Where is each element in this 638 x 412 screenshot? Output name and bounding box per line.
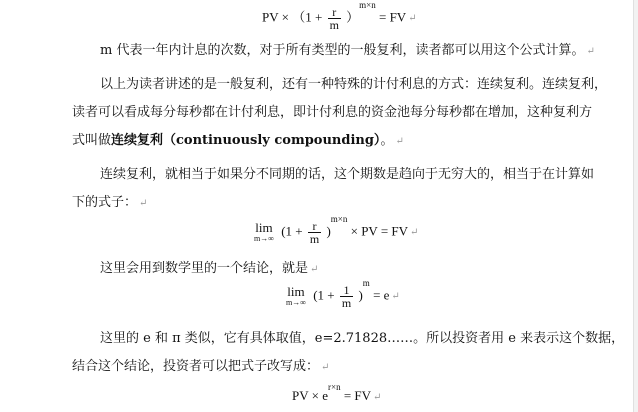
formula1-num: r bbox=[328, 6, 341, 19]
paragraph-5-l2: 结合这个结论，投资者可以把式子改写成： bbox=[72, 359, 320, 374]
formula3-close: ) bbox=[358, 287, 363, 303]
return-mark: ↵ bbox=[408, 13, 417, 25]
formula4-lhs: PV × e bbox=[292, 388, 328, 403]
formula3-exp: m bbox=[362, 278, 370, 288]
formula4-exp: r×n bbox=[328, 382, 341, 392]
formula1-open: （1 + bbox=[292, 9, 323, 25]
return-mark: ↵ bbox=[139, 198, 148, 209]
paragraph-4 bbox=[100, 260, 318, 279]
paragraph-mark: ↵ bbox=[586, 46, 595, 57]
formula3-fraction bbox=[340, 284, 353, 309]
paragraph-5-line-1 bbox=[100, 330, 624, 348]
paragraph-2-l3-post: 。 bbox=[380, 133, 394, 148]
formula1-lhs: PV × bbox=[262, 9, 289, 25]
return-mark: ↵ bbox=[410, 227, 419, 239]
formula2-exp: m×n bbox=[330, 214, 348, 224]
return-mark: ↵ bbox=[373, 392, 382, 403]
term-continuous-compounding: 连续复利（continuously compounding） bbox=[111, 133, 381, 148]
formula1-den: m bbox=[329, 18, 339, 32]
paragraph-5-l1: 这里的 e 和 π 类似，它有具体取值，e=2.71828……。所以投资者用 e 来表示这个数据， bbox=[100, 331, 625, 346]
formula2-close: ) bbox=[326, 223, 331, 239]
formula3-den: m bbox=[341, 296, 352, 310]
formula2-rhs: × PV = FV bbox=[350, 223, 409, 239]
paragraph-2-line-3 bbox=[72, 132, 404, 151]
formula3-num: 1 bbox=[340, 284, 353, 297]
paragraph-3-line-1 bbox=[100, 166, 594, 184]
formula3-lim-sub: m→∞ bbox=[286, 297, 306, 307]
paragraph-2-l3-pre: 式叫做 bbox=[72, 133, 112, 148]
paragraph-2-l2: 读者可以看成每分每秒都在计付利息，即计付利息的资金池每分每秒都在增加，这种复利方 bbox=[72, 105, 593, 120]
formula2-lim-sub: m→∞ bbox=[254, 233, 274, 243]
formula3-rhs: = e bbox=[373, 287, 390, 303]
formula1-fraction bbox=[328, 6, 341, 31]
formula2-fraction bbox=[308, 220, 321, 245]
paragraph-2-line-2 bbox=[72, 104, 592, 122]
formula-e-limit bbox=[286, 278, 400, 310]
formula1-rhs: = FV bbox=[379, 9, 407, 25]
page-edge bbox=[633, 0, 638, 412]
formula2-open: (1 + bbox=[281, 223, 303, 239]
paragraph-mark: ↵ bbox=[395, 136, 404, 147]
return-mark: ↵ bbox=[321, 362, 330, 373]
paragraph-3-line-2 bbox=[72, 194, 147, 213]
paragraph-5-line-2 bbox=[72, 358, 329, 377]
formula2-num: r bbox=[308, 220, 321, 233]
paragraph-2-l1: 以上为读者讲述的是一般复利，还有一种特殊的计付利息的方式：连续复利。连续复利， bbox=[100, 77, 608, 92]
formula3-lim: lim bbox=[287, 283, 305, 299]
formula1-close: ） bbox=[346, 9, 360, 25]
paragraph-1-text: m 代表一年内计息的次数，对于所有类型的一般复利，读者都可以用这个公式计算。 bbox=[100, 43, 585, 58]
paragraph-2-line-1 bbox=[100, 76, 607, 94]
paragraph-3-l1: 连续复利，就相当于如果分不同期的话，这个期数是趋向于无穷大的，相当于在计算如 bbox=[100, 167, 595, 182]
formula1-exp: m×n bbox=[359, 0, 376, 10]
return-mark: ↵ bbox=[391, 291, 400, 303]
paragraph-3-l2: 下的式子： bbox=[72, 195, 138, 210]
formula3-open: (1 + bbox=[313, 287, 335, 303]
formula2-limit bbox=[254, 219, 274, 244]
paragraph-4-text: 这里会用到数学里的一个结论，就是 bbox=[100, 261, 309, 276]
formula2-den: m bbox=[309, 232, 320, 246]
formula2-lim: lim bbox=[255, 219, 273, 235]
return-mark: ↵ bbox=[310, 264, 319, 275]
formula4-rhs: = FV bbox=[343, 388, 372, 403]
paragraph-1 bbox=[100, 42, 595, 61]
formula3-limit bbox=[286, 283, 306, 308]
